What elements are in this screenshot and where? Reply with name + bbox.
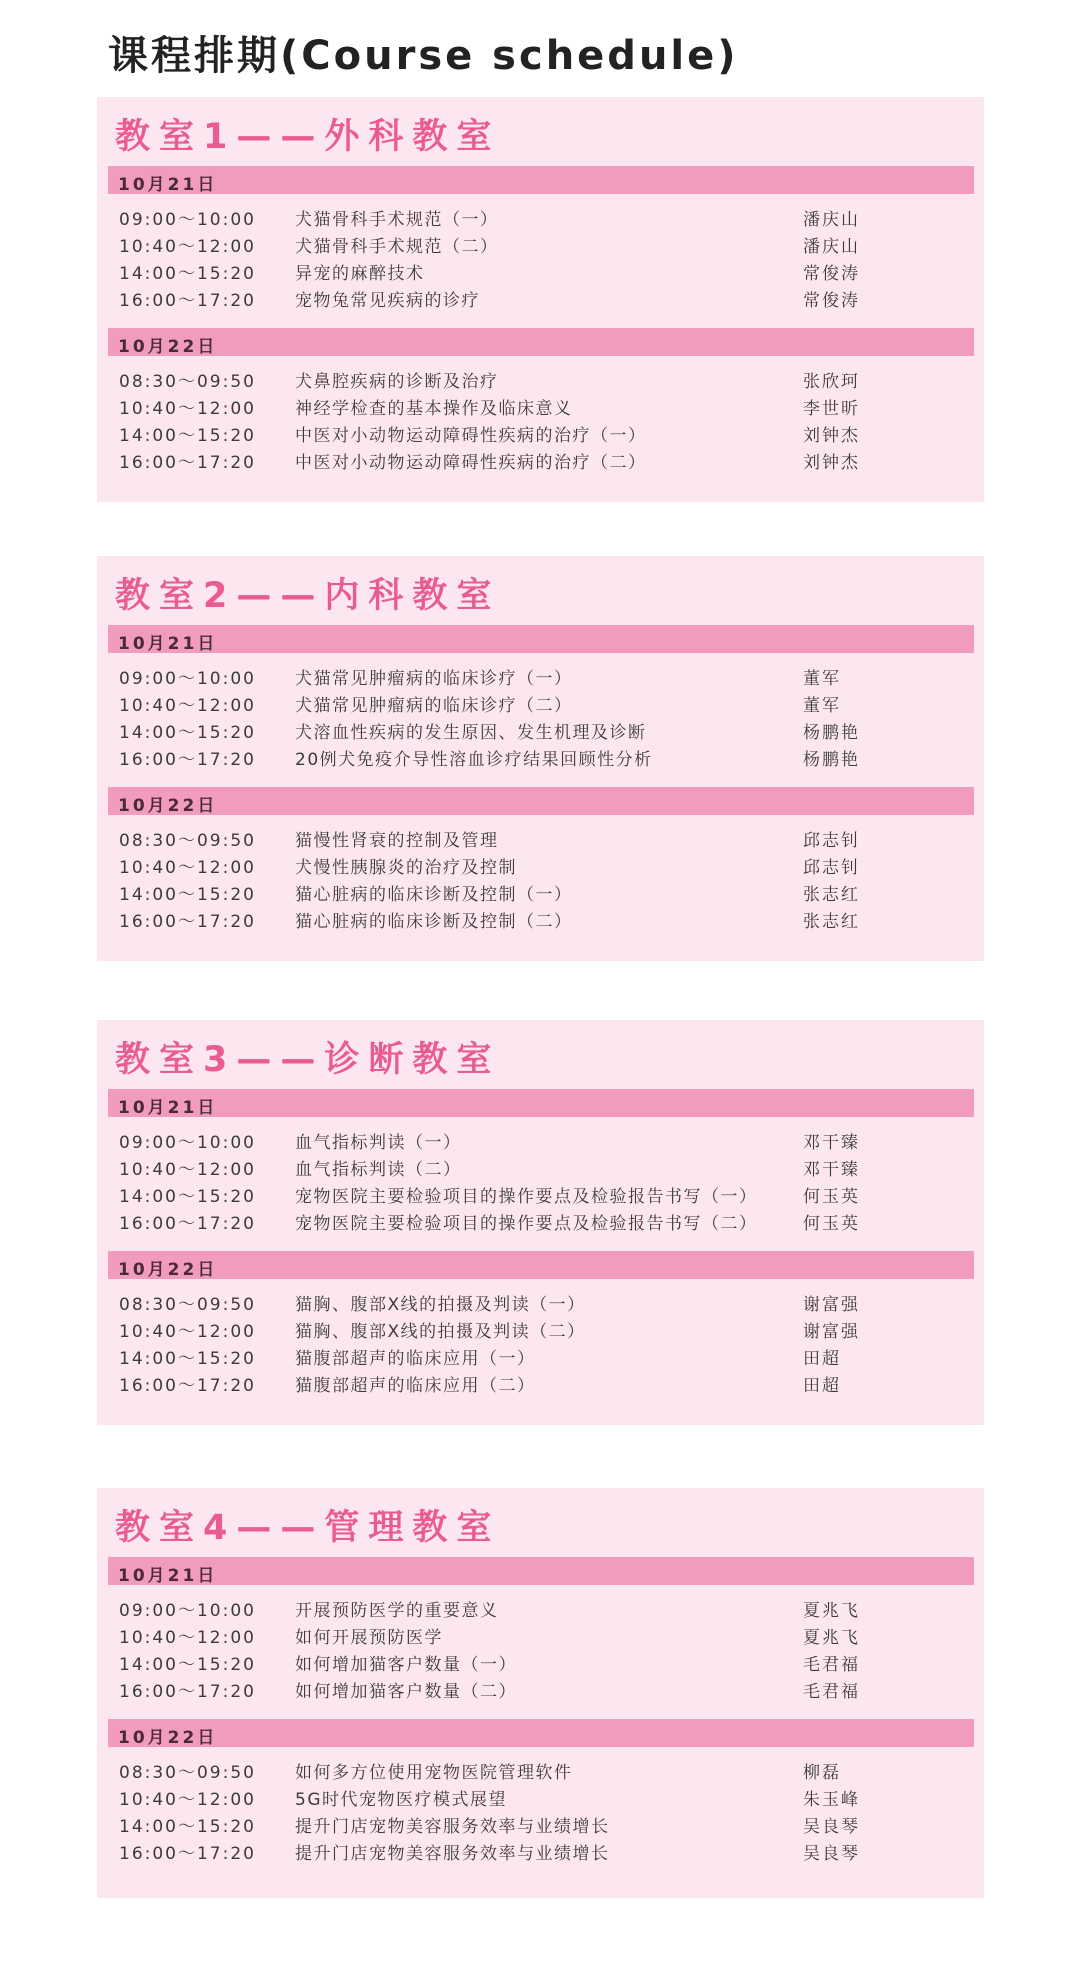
date-bar [108,1719,974,1747]
classroom-4-panel [97,1488,984,1898]
session-speaker: 张志红 [803,885,860,905]
session-topic: 提升门店宠物美容服务效率与业绩增长 [295,1817,610,1837]
session-speaker: 张志红 [803,912,860,932]
session-time: 10:40～12:00 [119,1628,256,1648]
session-topic: 猫慢性肾衰的控制及管理 [295,831,499,851]
session-time: 14:00～15:20 [119,264,256,284]
session-row [97,1625,984,1652]
date-label: 10月22日 [118,796,218,816]
session-row [97,261,984,288]
date-bar [108,1089,974,1117]
session-time: 10:40～12:00 [119,399,256,419]
session-speaker: 杨鹏艳 [803,723,860,743]
session-topic: 中医对小动物运动障碍性疾病的治疗（二） [295,453,647,473]
session-speaker: 邱志钊 [803,858,860,878]
session-topic: 异宠的麻醉技术 [295,264,425,284]
session-time: 10:40～12:00 [119,237,256,257]
session-row [97,1157,984,1184]
session-speaker: 夏兆飞 [803,1601,860,1621]
session-row [97,1373,984,1400]
session-row [97,1130,984,1157]
session-row [97,828,984,855]
session-row [97,1184,984,1211]
session-row [97,1346,984,1373]
session-topic: 犬猫骨科手术规范（二） [295,237,499,257]
session-row [97,747,984,774]
session-speaker: 潘庆山 [803,210,860,230]
session-row [97,369,984,396]
session-topic: 中医对小动物运动障碍性疾病的治疗（一） [295,426,647,446]
session-time: 16:00～17:20 [119,291,256,311]
session-speaker: 柳磊 [803,1763,841,1783]
session-time: 08:30～09:50 [119,1295,256,1315]
session-time: 10:40～12:00 [119,1790,256,1810]
session-time: 16:00～17:20 [119,750,256,770]
session-speaker: 何玉英 [803,1187,860,1207]
session-speaker: 夏兆飞 [803,1628,860,1648]
session-speaker: 吴良琴 [803,1844,860,1864]
session-time: 14:00～15:20 [119,1187,256,1207]
session-speaker: 毛君福 [803,1682,860,1702]
session-time: 14:00～15:20 [119,1349,256,1369]
date-label: 10月21日 [118,1098,218,1118]
session-speaker: 何玉英 [803,1214,860,1234]
session-row [97,423,984,450]
session-time: 16:00～17:20 [119,912,256,932]
session-topic: 犬猫常见肿瘤病的临床诊疗（二） [295,696,573,716]
session-row [97,1652,984,1679]
session-row [97,1841,984,1868]
session-row [97,207,984,234]
session-topic: 犬猫骨科手术规范（一） [295,210,499,230]
session-time: 09:00～10:00 [119,1133,256,1153]
session-row [97,396,984,423]
session-topic: 犬鼻腔疾病的诊断及治疗 [295,372,499,392]
session-topic: 血气指标判读（一） [295,1133,462,1153]
session-row [97,1760,984,1787]
session-time: 08:30～09:50 [119,1763,256,1783]
session-time: 16:00～17:20 [119,453,256,473]
session-row [97,720,984,747]
session-row [97,450,984,477]
session-time: 10:40～12:00 [119,696,256,716]
classroom-4-title: 教室4——管理教室 [115,1508,501,1548]
date-label: 10月21日 [118,175,218,195]
session-speaker: 朱玉峰 [803,1790,860,1810]
session-topic: 猫心脏病的临床诊断及控制（二） [295,912,573,932]
session-speaker: 毛君福 [803,1655,860,1675]
date-label: 10月21日 [118,634,218,654]
session-row [97,693,984,720]
session-row [97,882,984,909]
session-row [97,1787,984,1814]
session-speaker: 董军 [803,696,841,716]
session-speaker: 吴良琴 [803,1817,860,1837]
session-time: 14:00～15:20 [119,723,256,743]
session-speaker: 邱志钊 [803,831,860,851]
session-topic: 猫胸、腹部X线的拍摄及判读（二） [295,1322,586,1342]
session-time: 08:30～09:50 [119,372,256,392]
session-topic: 提升门店宠物美容服务效率与业绩增长 [295,1844,610,1864]
session-row [97,288,984,315]
date-bar [108,328,974,356]
session-speaker: 潘庆山 [803,237,860,257]
session-topic: 猫心脏病的临床诊断及控制（一） [295,885,573,905]
session-row [97,1319,984,1346]
session-topic: 宠物医院主要检验项目的操作要点及检验报告书写（一） [295,1187,758,1207]
session-topic: 开展预防医学的重要意义 [295,1601,499,1621]
session-topic: 猫胸、腹部X线的拍摄及判读（一） [295,1295,586,1315]
session-speaker: 李世昕 [803,399,860,419]
session-time: 09:00～10:00 [119,669,256,689]
session-row [97,1814,984,1841]
date-label: 10月21日 [118,1566,218,1586]
session-speaker: 董军 [803,669,841,689]
session-speaker: 刘钟杰 [803,453,860,473]
date-bar [108,166,974,194]
date-label: 10月22日 [118,1260,218,1280]
session-speaker: 邓干臻 [803,1160,860,1180]
classroom-1-panel [97,97,984,502]
session-topic: 20例犬免疫介导性溶血诊疗结果回顾性分析 [295,750,653,770]
date-bar [108,787,974,815]
session-topic: 如何多方位使用宠物医院管理软件 [295,1763,573,1783]
session-topic: 如何增加猫客户数量（二） [295,1682,517,1702]
session-time: 16:00～17:20 [119,1682,256,1702]
classroom-2-panel [97,556,984,961]
session-time: 10:40～12:00 [119,1160,256,1180]
session-time: 09:00～10:00 [119,210,256,230]
session-topic: 猫腹部超声的临床应用（二） [295,1376,536,1396]
session-row [97,1679,984,1706]
session-topic: 猫腹部超声的临床应用（一） [295,1349,536,1369]
session-speaker: 常俊涛 [803,291,860,311]
date-bar [108,1557,974,1585]
session-speaker: 田超 [803,1376,841,1396]
session-speaker: 刘钟杰 [803,426,860,446]
date-label: 10月22日 [118,337,218,357]
session-time: 10:40～12:00 [119,1322,256,1342]
session-time: 16:00～17:20 [119,1214,256,1234]
session-time: 10:40～12:00 [119,858,256,878]
classroom-1-title: 教室1——外科教室 [115,117,501,157]
session-time: 14:00～15:20 [119,1655,256,1675]
date-label: 10月22日 [118,1728,218,1748]
session-speaker: 谢富强 [803,1322,860,1342]
session-topic: 犬慢性胰腺炎的治疗及控制 [295,858,517,878]
session-time: 14:00～15:20 [119,885,256,905]
session-speaker: 谢富强 [803,1295,860,1315]
session-topic: 如何增加猫客户数量（一） [295,1655,517,1675]
session-row [97,234,984,261]
session-row [97,909,984,936]
session-topic: 神经学检查的基本操作及临床意义 [295,399,573,419]
session-row [97,666,984,693]
session-row [97,1292,984,1319]
session-topic: 如何开展预防医学 [295,1628,443,1648]
session-speaker: 田超 [803,1349,841,1369]
page-title: 课程排期(Course schedule) [108,33,739,79]
session-topic: 犬猫常见肿瘤病的临床诊疗（一） [295,669,573,689]
session-time: 14:00～15:20 [119,1817,256,1837]
session-row [97,855,984,882]
session-speaker: 张欣珂 [803,372,860,392]
session-topic: 犬溶血性疾病的发生原因、发生机理及诊断 [295,723,647,743]
session-time: 14:00～15:20 [119,426,256,446]
session-topic: 宠物医院主要检验项目的操作要点及检验报告书写（二） [295,1214,758,1234]
session-row [97,1211,984,1238]
session-time: 09:00～10:00 [119,1601,256,1621]
date-bar [108,625,974,653]
session-time: 16:00～17:20 [119,1844,256,1864]
session-topic: 血气指标判读（二） [295,1160,462,1180]
session-topic: 5G时代宠物医疗模式展望 [295,1790,507,1810]
session-speaker: 邓干臻 [803,1133,860,1153]
session-row [97,1598,984,1625]
classroom-3-title: 教室3——诊断教室 [115,1040,501,1080]
session-time: 16:00～17:20 [119,1376,256,1396]
session-topic: 宠物兔常见疾病的诊疗 [295,291,480,311]
session-speaker: 杨鹏艳 [803,750,860,770]
classroom-3-panel [97,1020,984,1425]
session-speaker: 常俊涛 [803,264,860,284]
date-bar [108,1251,974,1279]
session-time: 08:30～09:50 [119,831,256,851]
classroom-2-title: 教室2——内科教室 [115,576,501,616]
